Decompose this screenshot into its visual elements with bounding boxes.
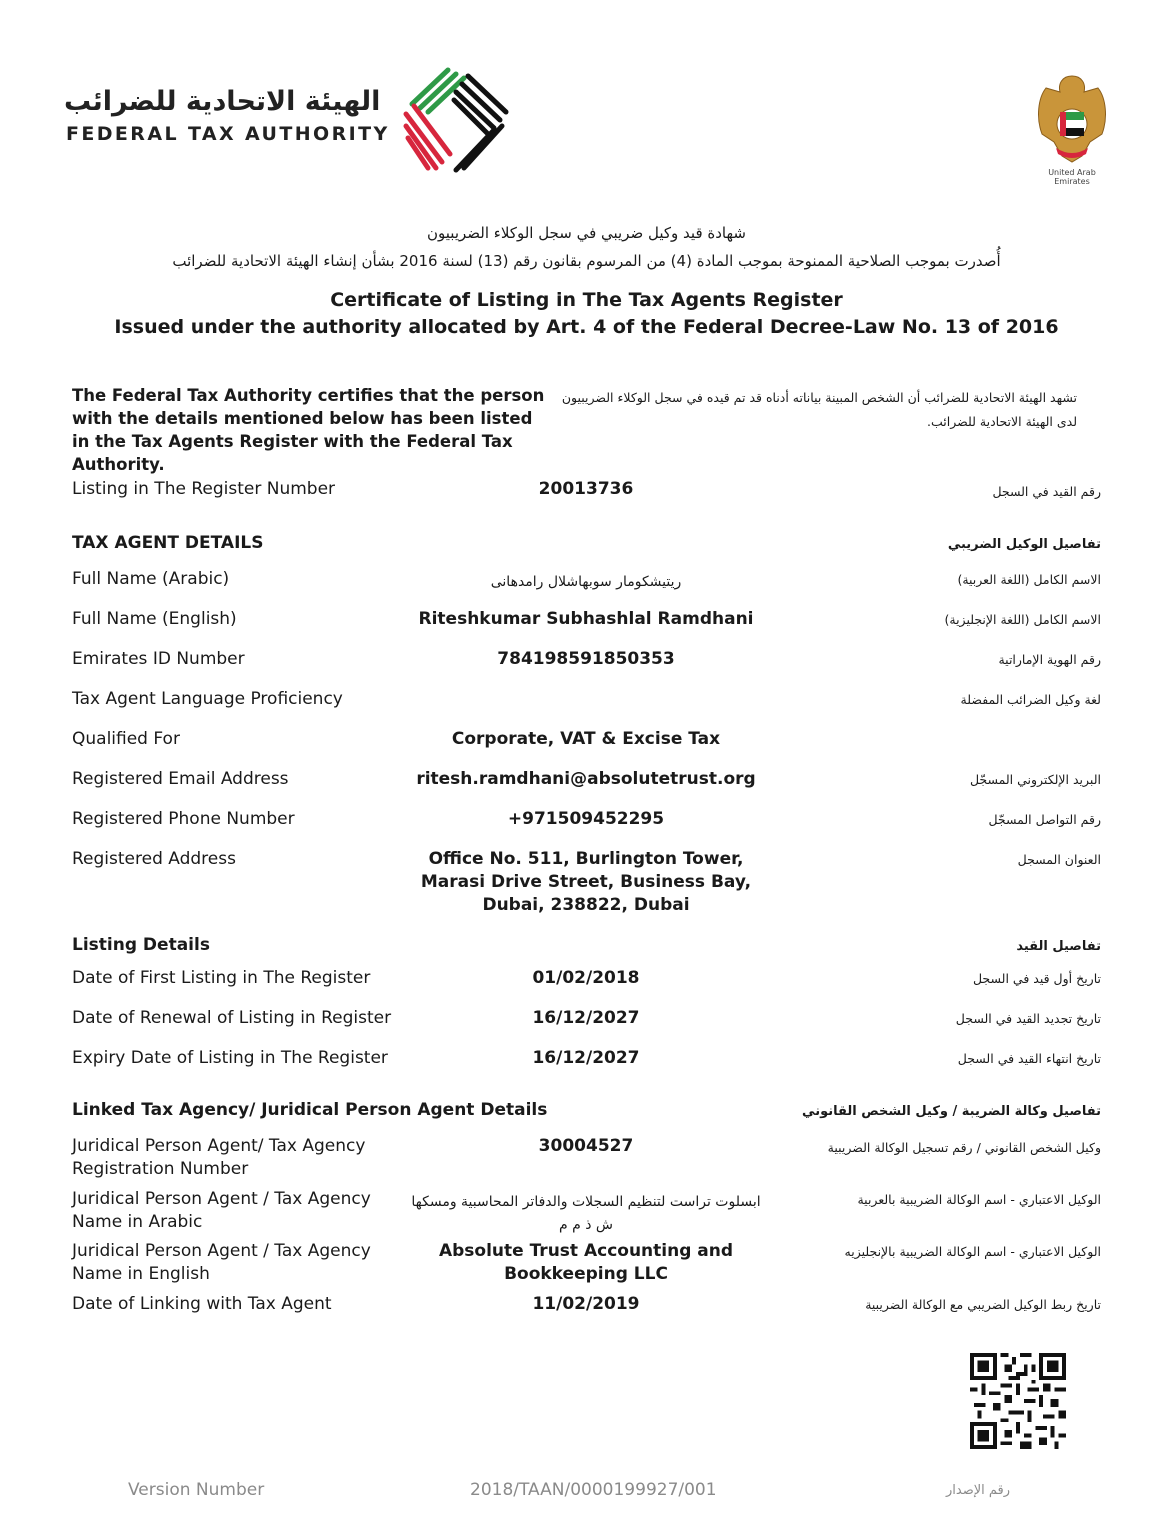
subtitle-arabic: أُصدرت بموجب الصلاحية الممنوحة بموجب المادة (4) من المرسوم بقانون رقم (13) لسنة 2016 بشأن إنشاء الهيئة الاتحادية للضرائب	[172, 252, 1001, 270]
qualified-for-value: Corporate, VAT & Excise Tax	[451, 729, 721, 749]
agency-name-arabic-label-arabic: الوكيل الاعتباري - اسم الوكالة الضريبية بالعربية	[857, 1192, 1101, 1207]
agency-name-english-label-arabic: الوكيل الاعتباري - اسم الوكالة الضريبية بالإنجليزيه	[844, 1244, 1101, 1259]
section-listing-details: Listing Details	[72, 935, 210, 955]
expiry-date-value: 16/12/2027	[532, 1048, 640, 1068]
agency-name-english-value: Absolute Trust Accounting and Bookkeeping LLC	[438, 1241, 734, 1284]
expiry-date-label-arabic: تاريخ انتهاء القيد في السجل	[957, 1051, 1101, 1066]
version-number-label: Version Number	[128, 1480, 265, 1500]
email-label-arabic: البريد الإلكتروني المسجّل	[969, 772, 1101, 787]
section-tax-agent-details-arabic: تفاصيل الوكيل الضريبي	[947, 537, 1101, 552]
qualified-for-label: Qualified For	[72, 729, 180, 749]
certification-statement-english: The Federal Tax Authority certifies that the person with the details mentioned below has been listed in the Tax Agents Register with the Federal Tax Authority.	[72, 386, 545, 474]
register-number-value: 20013736	[538, 479, 634, 499]
address-label-arabic: العنوان المسجل	[1017, 852, 1101, 867]
address-line-3: Dubai, 238822, Dubai	[482, 895, 690, 915]
linking-date-value: 11/02/2019	[532, 1294, 640, 1314]
uae-emblem-icon	[1032, 68, 1112, 168]
language-proficiency-label-arabic: لغة وكيل الضرائب المفضلة	[960, 692, 1101, 707]
phone-label-arabic: رقم التواصل المسجّل	[988, 812, 1101, 827]
expiry-date-label: Expiry Date of Listing in The Register	[72, 1048, 388, 1068]
address-label: Registered Address	[72, 849, 236, 869]
phone-label: Registered Phone Number	[72, 809, 295, 829]
section-linked-agency-arabic: تفاصيل وكالة الضريبة / وكيل الشخص القانوني	[802, 1104, 1101, 1119]
linking-date-label: Date of Linking with Tax Agent	[72, 1294, 332, 1314]
renewal-date-label-arabic: تاريخ تجديد القيد في السجل	[955, 1011, 1101, 1026]
renewal-date-label: Date of Renewal of Listing in Register	[72, 1008, 392, 1028]
agency-registration-number-label-arabic: وكيل الشخص القانوني / رقم تسجيل الوكالة الضريبية	[827, 1140, 1101, 1155]
emirates-id-value: 784198591850353	[497, 649, 675, 669]
register-number-label: Listing in The Register Number	[72, 479, 336, 499]
first-listing-date-label-arabic: تاريخ أول قيد في السجل	[972, 971, 1101, 986]
fta-logo-icon	[398, 64, 512, 178]
section-linked-agency: Linked Tax Agency/ Juridical Person Agent Details	[72, 1100, 548, 1120]
first-listing-date-value: 01/02/2018	[532, 968, 640, 988]
full-name-arabic-label-arabic: الاسم الكامل (اللغة العربية)	[957, 572, 1101, 587]
full-name-arabic-label: Full Name (Arabic)	[72, 569, 230, 589]
emirates-id-label-arabic: رقم الهوية الإماراتية	[998, 652, 1101, 667]
agency-registration-number-label: Juridical Person Agent/ Tax Agency Registration Number	[72, 1136, 366, 1179]
version-number-value: 2018/TAAN/0000199927/001	[470, 1480, 717, 1500]
agency-name-arabic-value: ابسلوت تراست لتنظيم السجلات والدفاتر المحاسبية ومسكها ش ذ م م	[411, 1194, 761, 1233]
email-label: Registered Email Address	[72, 769, 289, 789]
address-line-2: Marasi Drive Street, Business Bay,	[420, 872, 752, 892]
section-listing-details-arabic: تفاصيل القيد	[1016, 939, 1101, 954]
version-number-label-arabic: رقم الإصدار	[946, 1483, 1011, 1498]
authority-name-arabic: الهيئة الاتحادية للضرائب	[64, 86, 381, 117]
full-name-english-label-arabic: الاسم الكامل (اللغة الإنجليزية)	[944, 612, 1101, 627]
emirates-id-label: Emirates ID Number	[72, 649, 245, 669]
title-arabic: شهادة قيد وكيل ضريبي في سجل الوكلاء الضريبيون	[427, 224, 746, 242]
subtitle-english: Issued under the authority allocated by Art. 4 of the Federal Decree-Law No. 13 of 2016	[114, 316, 1059, 338]
full-name-english-value: Riteshkumar Subhashlal Ramdhani	[418, 609, 754, 629]
agency-name-english-label: Juridical Person Agent / Tax Agency Name in English	[72, 1241, 371, 1284]
email-value: ritesh.ramdhani@absolutetrust.org	[416, 769, 756, 789]
certification-statement-arabic: تشهد الهيئة الاتحادية للضرائب أن الشخص المبينة بياناته أدناه قد تم قيده في سجل الوكلاء الضريبيون لدى الهيئة الاتحادية للضرائب.	[561, 390, 1077, 429]
qr-code-icon	[970, 1353, 1066, 1449]
authority-name-english: FEDERAL TAX AUTHORITY	[66, 123, 390, 145]
full-name-english-label: Full Name (English)	[72, 609, 237, 629]
renewal-date-value: 16/12/2027	[532, 1008, 640, 1028]
emblem-caption: United Arab Emirates	[1048, 168, 1096, 186]
language-proficiency-label: Tax Agent Language Proficiency	[72, 689, 343, 709]
linking-date-label-arabic: تاريخ ربط الوكيل الضريبي مع الوكالة الضريبية	[865, 1297, 1101, 1312]
section-tax-agent-details: TAX AGENT DETAILS	[72, 533, 264, 553]
address-line-1: Office No. 511, Burlington Tower,	[428, 849, 744, 869]
phone-value: +971509452295	[507, 809, 665, 829]
title-english: Certificate of Listing in The Tax Agents Register	[330, 289, 843, 311]
agency-name-arabic-label: Juridical Person Agent / Tax Agency Name in Arabic	[72, 1189, 371, 1232]
agency-registration-number-value: 30004527	[538, 1136, 634, 1156]
first-listing-date-label: Date of First Listing in The Register	[72, 968, 371, 988]
register-number-label-arabic: رقم القيد في السجل	[992, 484, 1101, 499]
full-name-arabic-value: ريتيشكومار سوبهاشلال رامدهانى	[490, 574, 682, 590]
